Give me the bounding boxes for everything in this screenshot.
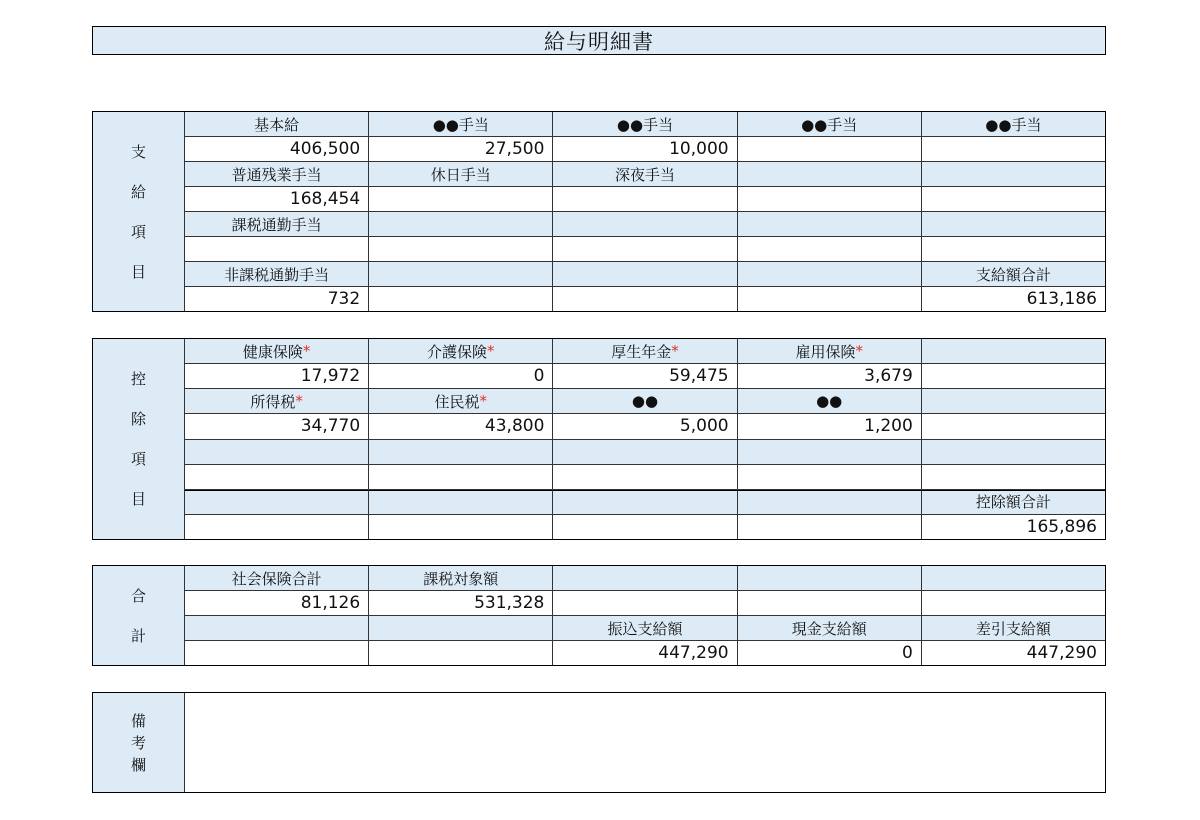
deduction-item-name: 所得税: [250, 392, 296, 411]
payment-item-label: [738, 212, 921, 236]
total-item-label: [922, 566, 1105, 590]
required-mark: *: [855, 342, 863, 361]
deduction-item-amount: [553, 465, 736, 489]
deduction-item-label: [553, 440, 736, 464]
deduction-item-label: [185, 440, 368, 464]
bank-transfer-label: 振込支給額: [553, 616, 736, 640]
deduction-total-amount: 165,896: [922, 515, 1105, 539]
employment-insurance-amount: 3,679: [738, 364, 921, 388]
payment-item-amount: [553, 237, 736, 261]
side-label-char: 考: [130, 733, 146, 752]
deduction-item-amount: 1,200: [738, 414, 921, 438]
deduction-item-label: [922, 440, 1105, 464]
net-pay-amount: 447,290: [922, 641, 1105, 665]
cash-payment-amount: 0: [738, 641, 921, 665]
deduction-item-amount: [738, 515, 921, 539]
payment-item-label: [369, 212, 552, 236]
side-label-char: 項: [130, 450, 146, 468]
net-pay-label: 差引支給額: [922, 616, 1105, 640]
deductions-side-label: [93, 339, 184, 539]
deduction-item-label: [185, 490, 368, 514]
income-tax-label: [185, 389, 368, 413]
payment-item-label: [738, 262, 921, 286]
social-insurance-total-amount: 81,126: [185, 591, 368, 615]
required-mark: *: [295, 392, 303, 411]
night-allowance-amount: [553, 187, 736, 211]
holiday-allowance-label: 休日手当: [369, 162, 552, 186]
deduction-item-label: [738, 490, 921, 514]
payment-item-amount: [922, 187, 1105, 211]
allowance-label: ●●手当: [738, 112, 921, 136]
side-label-char: 支: [130, 142, 146, 161]
deduction-item-amount: [369, 515, 552, 539]
side-label-char: 除: [130, 410, 146, 428]
required-mark: *: [487, 342, 495, 361]
allowance-amount: 27,500: [369, 137, 552, 161]
payment-item-amount: [922, 237, 1105, 261]
payment-item-amount: [738, 187, 921, 211]
payment-item-amount: [553, 287, 736, 311]
deduction-item-name: ●●: [816, 392, 843, 411]
side-label-char: 目: [130, 490, 146, 508]
payment-item-amount: [369, 287, 552, 311]
total-item-label: [369, 616, 552, 640]
deduction-item-amount: [553, 515, 736, 539]
side-label-char: 控: [130, 370, 146, 388]
taxable-amount-value: 531,328: [369, 591, 552, 615]
pension-amount: 59,475: [553, 364, 736, 388]
deduction-item-name: 介護保険: [427, 342, 488, 361]
deduction-item-amount: [922, 414, 1105, 438]
payments-section: [92, 111, 1106, 312]
side-label-char: 目: [130, 262, 146, 281]
remarks-section: [92, 692, 1106, 793]
allowance-amount: [738, 137, 921, 161]
deduction-item-amount: 5,000: [553, 414, 736, 438]
deductions-section: [92, 338, 1106, 540]
deduction-item-amount: [922, 465, 1105, 489]
resident-tax-label: [369, 389, 552, 413]
total-item-label: [553, 566, 736, 590]
night-allowance-label: 深夜手当: [553, 162, 736, 186]
deduction-item-label: [922, 389, 1105, 413]
base-salary-amount: 406,500: [185, 137, 368, 161]
allowance-amount: 10,000: [553, 137, 736, 161]
gross-pay-total-label: 支給額合計: [922, 262, 1105, 286]
side-label-char: 合: [130, 586, 146, 605]
cash-payment-label: 現金支給額: [738, 616, 921, 640]
deduction-item-label: [369, 440, 552, 464]
payment-item-label: [738, 162, 921, 186]
payments-side-label: [93, 112, 184, 311]
deduction-item-amount: [185, 465, 368, 489]
total-item-amount: [553, 591, 736, 615]
payment-item-label: [553, 212, 736, 236]
employment-insurance-label: [738, 339, 921, 363]
required-mark: *: [479, 392, 488, 411]
deduction-item-label: [369, 490, 552, 514]
totals-side-label: [93, 566, 184, 665]
total-item-label: [738, 566, 921, 590]
nursing-insurance-amount: 0: [369, 364, 552, 388]
side-label-char: 給: [130, 182, 146, 201]
gross-pay-total-amount: 613,186: [922, 287, 1105, 311]
deduction-item-name: 厚生年金: [611, 342, 672, 361]
deduction-item-label: [922, 339, 1105, 363]
payslip-title-bar: [92, 26, 1106, 55]
total-item-amount: [369, 641, 552, 665]
health-insurance-amount: 17,972: [185, 364, 368, 388]
taxable-commute-amount: [185, 237, 368, 261]
payment-item-amount: [738, 237, 921, 261]
deduction-item-label: [553, 490, 736, 514]
allowance-label: ●●手当: [922, 112, 1105, 136]
deduction-item-name: 住民税: [434, 392, 480, 411]
allowance-amount: [922, 137, 1105, 161]
payment-item-label: [922, 162, 1105, 186]
payment-item-amount: [738, 287, 921, 311]
taxable-amount-label: 課税対象額: [369, 566, 552, 590]
remarks-content: [185, 693, 1105, 792]
allowance-label: ●●手当: [369, 112, 552, 136]
payment-item-label: [922, 212, 1105, 236]
deduction-item-amount: [922, 364, 1105, 388]
income-tax-amount: 34,770: [185, 414, 368, 438]
side-label-char: 計: [130, 626, 146, 645]
totals-section: [92, 565, 1106, 666]
taxable-commute-label: 課税通勤手当: [185, 212, 368, 236]
deduction-item-amount: [738, 465, 921, 489]
side-label-char: 項: [130, 222, 146, 241]
overtime-allowance-label: 普通残業手当: [185, 162, 368, 186]
base-salary-label: 基本給: [185, 112, 368, 136]
holiday-allowance-amount: [369, 187, 552, 211]
overtime-allowance-amount: 168,454: [185, 187, 368, 211]
total-item-amount: [185, 641, 368, 665]
health-insurance-label: [185, 339, 368, 363]
payment-item-label: [553, 262, 736, 286]
nontaxable-commute-label: 非課税通勤手当: [185, 262, 368, 286]
deduction-item-label: [738, 389, 921, 413]
payment-item-amount: [369, 237, 552, 261]
nursing-insurance-label: [369, 339, 552, 363]
required-mark: *: [671, 342, 679, 361]
deduction-total-label: 控除額合計: [922, 490, 1105, 514]
side-label-char: 欄: [130, 755, 146, 774]
side-label-char: 備: [130, 711, 146, 730]
payslip-title: 給与明細書: [544, 29, 654, 54]
deduction-item-label: [738, 440, 921, 464]
deduction-item-name: ●●: [631, 392, 659, 411]
social-insurance-total-label: 社会保険合計: [185, 566, 368, 590]
payment-item-label: [369, 262, 552, 286]
resident-tax-amount: 43,800: [369, 414, 552, 438]
remarks-side-label: [93, 693, 184, 792]
deduction-item-name: 雇用保険: [795, 342, 856, 361]
pension-label: [553, 339, 736, 363]
deduction-item-amount: [369, 465, 552, 489]
total-item-amount: [922, 591, 1105, 615]
required-mark: *: [302, 342, 311, 361]
deduction-item-name: 健康保険: [242, 342, 303, 361]
deduction-item-label: [553, 389, 736, 413]
total-item-label: [185, 616, 368, 640]
deduction-item-amount: [185, 515, 368, 539]
total-item-amount: [738, 591, 921, 615]
nontaxable-commute-amount: 732: [185, 287, 368, 311]
bank-transfer-amount: 447,290: [553, 641, 736, 665]
allowance-label: ●●手当: [553, 112, 736, 136]
